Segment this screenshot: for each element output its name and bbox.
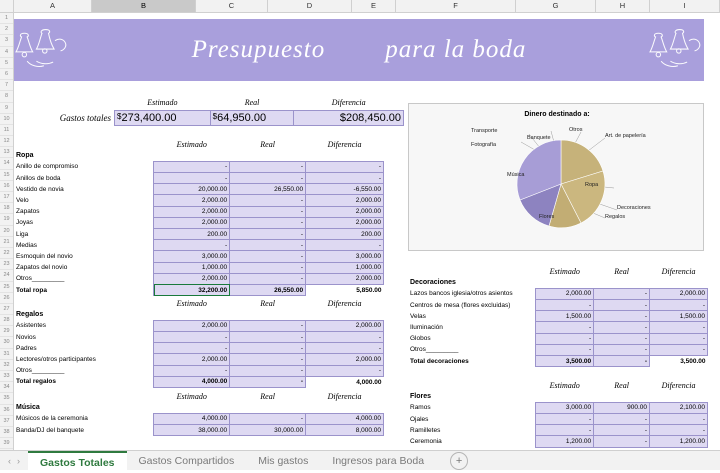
cell-diferencia[interactable]: 1,500.00	[650, 311, 708, 322]
cell-diferencia[interactable]: -	[650, 344, 708, 355]
row-header[interactable]: 27	[0, 304, 13, 315]
table-row	[14, 262, 384, 273]
totals-block	[59, 95, 404, 126]
sheet-nav-arrows[interactable]	[0, 456, 28, 466]
row-label: Ramos	[410, 404, 431, 412]
row-label: Otros_________	[410, 346, 459, 354]
column-header-d[interactable]: D	[268, 0, 352, 12]
cell-real[interactable]: -	[230, 413, 306, 424]
cell-estimado[interactable]: 20,000.00	[154, 184, 230, 195]
musica-header-row	[14, 391, 384, 402]
add-sheet-icon[interactable]: +	[450, 452, 468, 470]
row-label: Liga	[16, 230, 29, 238]
cell-real[interactable]: -	[230, 273, 306, 284]
first-sheet-icon[interactable]: ‹	[8, 455, 11, 466]
cell-real[interactable]: -	[594, 300, 650, 311]
cell-real[interactable]: 26,550.00	[230, 184, 306, 195]
cell-real[interactable]: -	[594, 344, 650, 355]
table-row	[408, 311, 708, 322]
cell-estimado[interactable]: -	[536, 322, 594, 333]
table-row	[408, 333, 708, 344]
musica-header-diferencia: Diferencia	[327, 392, 362, 402]
chart-label-transporte: Transporte	[471, 128, 498, 134]
table-row	[408, 414, 708, 425]
cell-diferencia[interactable]: 2,000.00	[306, 273, 384, 284]
cell-real[interactable]: -	[230, 332, 306, 343]
column-header-c[interactable]: C	[196, 0, 268, 12]
cell-real[interactable]: 900.00	[594, 402, 650, 413]
cell-real[interactable]: -	[230, 365, 306, 376]
row-header[interactable]: 21	[0, 237, 13, 248]
musica-section-title-row	[14, 402, 384, 413]
row-label: Velo	[16, 197, 29, 205]
row-label: Banda/DJ del banquete	[16, 426, 84, 434]
cell-diferencia[interactable]: -	[306, 343, 384, 354]
pie-chart-panel[interactable]	[408, 103, 704, 251]
row-label: Ojales	[410, 415, 429, 423]
cell-real[interactable]: -	[230, 240, 306, 251]
row-label: Lazos bancos iglesia/otros asientos	[410, 290, 513, 298]
cell-diferencia[interactable]: 2,000.00	[306, 195, 384, 206]
row-header[interactable]: 29	[0, 326, 13, 337]
sheet-tab-bar[interactable]	[0, 450, 720, 470]
cell-diferencia[interactable]: -	[306, 365, 384, 376]
last-sheet-icon[interactable]: ›	[17, 455, 20, 466]
row-label: Zapatos	[16, 208, 40, 216]
section-title-ropa: Ropa	[16, 152, 34, 160]
cell-real[interactable]: -	[230, 206, 306, 217]
cell-estimado[interactable]: 1,000.00	[154, 262, 230, 273]
tab-ingresos-para-boda[interactable]: Ingresos para Boda	[332, 454, 425, 467]
total-label: Total regalos	[16, 378, 56, 386]
flores-section-title-row	[408, 391, 708, 402]
cell-estimado[interactable]: 2,000.00	[154, 354, 230, 365]
table-row	[408, 300, 708, 311]
cell-estimado[interactable]: -	[536, 414, 594, 425]
chart-label-ropa: Ropa	[585, 182, 599, 188]
row-header[interactable]: 8	[0, 91, 13, 102]
decoraciones-section-title-row	[408, 277, 708, 288]
table-row	[14, 273, 384, 284]
cell-estimado[interactable]: -	[154, 365, 230, 376]
row-header[interactable]: 36	[0, 405, 13, 416]
totals-header-estimado: Estimado	[147, 97, 178, 107]
row-header[interactable]: 30	[0, 337, 13, 348]
table-row	[408, 344, 708, 355]
table-row	[408, 288, 708, 299]
musica-header-estimado: Estimado	[176, 392, 207, 402]
sheet-grid[interactable]	[14, 13, 720, 450]
cell-real[interactable]: -	[594, 322, 650, 333]
cell-diferencia[interactable]: 1,000.00	[306, 262, 384, 273]
table-row	[14, 332, 384, 343]
row-header[interactable]: 1	[0, 13, 13, 24]
cell-estimado[interactable]: -	[154, 173, 230, 184]
total-label: Total decoraciones	[410, 357, 469, 365]
currency-symbol: $	[212, 111, 218, 121]
total-diferencia[interactable]: 5,850.00	[356, 286, 382, 294]
table-row	[14, 251, 384, 262]
table-regalos[interactable]	[14, 298, 384, 388]
row-label: Vestido de novia	[16, 185, 64, 193]
ropa-header-estimado: Estimado	[176, 140, 207, 150]
decoraciones-header-real: Real	[614, 267, 629, 277]
cell-real[interactable]: -	[594, 333, 650, 344]
chart-label-regalos: Regalos	[605, 214, 626, 220]
totals-table	[114, 95, 404, 126]
row-label: Medias	[16, 241, 37, 249]
row-label: Otros_________	[16, 367, 65, 375]
flores-header-diferencia: Diferencia	[661, 381, 696, 391]
cell-real[interactable]: -	[230, 161, 306, 172]
row-header[interactable]: 3	[0, 35, 13, 46]
cell-real[interactable]: -	[594, 436, 650, 447]
currency-symbol: $	[117, 111, 122, 121]
column-header-f[interactable]: F	[396, 0, 516, 12]
row-label: Globos	[410, 335, 431, 343]
cell-diferencia[interactable]: 2,100.00	[650, 402, 708, 413]
section-title-decoraciones: Decoraciones	[410, 279, 456, 287]
regalos-header-estimado: Estimado	[176, 299, 207, 309]
flores-header-real: Real	[614, 381, 629, 391]
total-real[interactable]: 26,550.00	[230, 284, 306, 295]
totals-value-row	[115, 110, 404, 125]
cell-estimado[interactable]: 1,500.00	[536, 311, 594, 322]
row-header[interactable]: 24	[0, 270, 13, 281]
row-header[interactable]: 6	[0, 69, 13, 80]
decoraciones-header-estimado: Estimado	[549, 267, 580, 277]
row-label: Centros de mesa (flores excluidas)	[410, 301, 511, 309]
ropa-header-real: Real	[260, 140, 275, 150]
tab-gastos-compartidos[interactable]: Gastos Compartidos	[138, 454, 235, 467]
regalos-header-diferencia: Diferencia	[327, 299, 362, 309]
cell-estimado[interactable]: 2,000.00	[154, 273, 230, 284]
totals-diferencia-value: $208,450.00	[339, 111, 401, 124]
cell-diferencia[interactable]: -6,550.00	[306, 184, 384, 195]
table-row	[14, 206, 384, 217]
cell-estimado[interactable]: 3,000.00	[154, 251, 230, 262]
chart-label-banquete: Banquete	[527, 135, 551, 141]
row-label: Esmoquin del novio	[16, 252, 73, 260]
row-label: Zapatos del novio	[16, 264, 68, 272]
section-title-flores: Flores	[410, 393, 432, 401]
table-musica[interactable]	[14, 391, 384, 436]
row-header[interactable]: 26	[0, 293, 13, 304]
flores-header-row	[408, 380, 708, 391]
ropa-header-diferencia: Diferencia	[327, 140, 362, 150]
cell-estimado[interactable]: -	[536, 300, 594, 311]
cell-diferencia[interactable]: 3,000.00	[306, 251, 384, 262]
totals-header-real: Real	[244, 97, 260, 107]
cell-real[interactable]: -	[594, 311, 650, 322]
row-header[interactable]: 39	[0, 438, 13, 449]
cell-diferencia[interactable]: -	[306, 161, 384, 172]
chart-label-otros: Otros	[569, 127, 583, 133]
table-decoraciones[interactable]	[408, 266, 708, 367]
totals-diferencia-cell[interactable]	[294, 110, 404, 125]
cell-diferencia[interactable]: -	[650, 300, 708, 311]
row-label: Iluminación	[410, 324, 443, 332]
cell-estimado[interactable]: -	[536, 333, 594, 344]
row-header[interactable]: 34	[0, 382, 13, 393]
cell-diferencia[interactable]: 2,000.00	[306, 354, 384, 365]
cell-diferencia[interactable]: 1,200.00	[650, 436, 708, 447]
decoraciones-header-row	[408, 266, 708, 277]
cell-diferencia[interactable]: 200.00	[306, 229, 384, 240]
total-row-regalos	[14, 376, 384, 387]
select-all-corner[interactable]	[0, 0, 14, 12]
cell-diferencia[interactable]: -	[650, 414, 708, 425]
row-header[interactable]: 16	[0, 181, 13, 192]
cell-real[interactable]: -	[230, 262, 306, 273]
column-header-g[interactable]: G	[516, 0, 596, 12]
row-header[interactable]: 25	[0, 282, 13, 293]
row-header[interactable]: 35	[0, 393, 13, 404]
table-row	[14, 173, 384, 184]
table-row	[14, 184, 384, 195]
cell-estimado[interactable]: 200.00	[154, 229, 230, 240]
totals-estimado-value: 273,400.00	[121, 111, 177, 124]
row-header[interactable]: 31	[0, 349, 13, 360]
cell-real[interactable]: -	[594, 414, 650, 425]
table-row	[14, 354, 384, 365]
cell-diferencia[interactable]: -	[650, 333, 708, 344]
cell-diferencia[interactable]: 8,000.00	[306, 425, 384, 436]
cell-real[interactable]: -	[230, 251, 306, 262]
row-header[interactable]: 14	[0, 158, 13, 169]
cell-real[interactable]: -	[230, 195, 306, 206]
cell-diferencia[interactable]: -	[650, 425, 708, 436]
regalos-section-title-row	[14, 309, 384, 320]
row-header[interactable]: 13	[0, 147, 13, 158]
tab-mis-gastos[interactable]: Mis gastos	[258, 454, 309, 467]
cell-real[interactable]: -	[230, 217, 306, 228]
row-header[interactable]: 9	[0, 103, 13, 114]
row-label: Joyas	[16, 219, 33, 227]
cell-diferencia[interactable]: 2,000.00	[306, 217, 384, 228]
cell-estimado[interactable]: 2,000.00	[154, 320, 230, 331]
totals-real-value: 64,950.00	[217, 111, 267, 124]
title-banner	[14, 19, 704, 81]
cell-estimado[interactable]: 2,000.00	[154, 217, 230, 228]
cell-estimado[interactable]: 1,200.00	[536, 436, 594, 447]
cell-diferencia[interactable]: 4,000.00	[306, 413, 384, 424]
row-header[interactable]: 15	[0, 170, 13, 181]
total-real[interactable]: -	[230, 376, 306, 387]
row-header-strip	[0, 13, 14, 450]
total-estimado[interactable]: 32,200.00	[154, 284, 230, 295]
row-header[interactable]: 12	[0, 136, 13, 147]
cell-diferencia[interactable]: 2,000.00	[306, 320, 384, 331]
cell-real[interactable]: -	[594, 425, 650, 436]
chart-label-papeleria: Art. de papelería	[605, 133, 646, 139]
totals-caption: Gastos totales	[59, 113, 111, 123]
column-header-h[interactable]: H	[596, 0, 650, 12]
total-label: Total ropa	[16, 286, 47, 294]
row-header[interactable]: 4	[0, 47, 13, 58]
cell-estimado[interactable]: 2,000.00	[154, 195, 230, 206]
row-label: Velas	[410, 312, 426, 320]
cell-real[interactable]: -	[594, 288, 650, 299]
row-header[interactable]: 33	[0, 371, 13, 382]
cell-estimado[interactable]: -	[536, 425, 594, 436]
cell-estimado[interactable]: -	[154, 332, 230, 343]
row-header[interactable]: 18	[0, 203, 13, 214]
table-row	[408, 322, 708, 333]
cell-estimado[interactable]: -	[154, 240, 230, 251]
table-row	[14, 413, 384, 424]
flores-header-estimado: Estimado	[549, 381, 580, 391]
banner-title-left: Presupuesto	[191, 36, 326, 63]
row-label: Anillo de compromiso	[16, 163, 79, 171]
total-diferencia[interactable]: 3,500.00	[680, 357, 706, 365]
row-label: Músicos de la ceremonia	[16, 415, 88, 423]
regalos-header-row	[14, 298, 384, 309]
cell-real[interactable]: 30,000.00	[230, 425, 306, 436]
total-diferencia[interactable]: 4,000.00	[356, 378, 382, 386]
cell-diferencia[interactable]: -	[306, 173, 384, 184]
cell-estimado[interactable]: -	[154, 161, 230, 172]
cell-diferencia[interactable]: -	[306, 240, 384, 251]
row-label: Padres	[16, 344, 37, 352]
cell-diferencia[interactable]: -	[306, 332, 384, 343]
row-label: Novios	[16, 333, 36, 341]
cell-estimado[interactable]: 38,000.00	[154, 425, 230, 436]
row-header[interactable]: 5	[0, 58, 13, 69]
chart-label-decoraciones: Decoraciones	[617, 205, 651, 211]
cell-estimado[interactable]: 2,000.00	[536, 288, 594, 299]
row-header[interactable]: 7	[0, 80, 13, 91]
pie-chart	[409, 104, 705, 252]
cell-estimado[interactable]: -	[536, 344, 594, 355]
cell-diferencia[interactable]: 2,000.00	[306, 206, 384, 217]
table-row	[408, 436, 708, 447]
row-label: Asistentes	[16, 322, 46, 330]
table-row	[408, 425, 708, 436]
total-row-ropa	[14, 284, 384, 295]
row-header[interactable]: 37	[0, 416, 13, 427]
ropa-header-row	[14, 139, 384, 150]
row-label: Ceremonia	[410, 438, 442, 446]
section-title-regalos: Regalos	[16, 311, 44, 319]
cell-real[interactable]: -	[230, 343, 306, 354]
table-row	[14, 343, 384, 354]
total-row-decoraciones	[408, 356, 708, 367]
chart-label-fotografia: Fotografía	[471, 142, 497, 148]
chart-title: Dinero destinado a:	[524, 111, 590, 118]
row-header[interactable]: 17	[0, 192, 13, 203]
column-header-a[interactable]: A	[14, 0, 92, 12]
table-flores[interactable]	[408, 380, 708, 448]
row-label: Ramilletes	[410, 426, 441, 434]
row-header[interactable]: 23	[0, 259, 13, 270]
table-ropa[interactable]	[14, 139, 384, 296]
cell-real[interactable]: -	[230, 229, 306, 240]
column-header-b[interactable]: B	[92, 0, 196, 12]
cell-diferencia[interactable]: -	[650, 322, 708, 333]
cell-estimado[interactable]: -	[154, 343, 230, 354]
cell-estimado[interactable]: 3,000.00	[536, 402, 594, 413]
row-header[interactable]: 32	[0, 360, 13, 371]
ropa-section-title-row	[14, 150, 384, 161]
tab-gastos-totales[interactable]: Gastos Totales	[28, 451, 127, 471]
row-header[interactable]: 38	[0, 427, 13, 438]
column-header-i[interactable]: I	[650, 0, 720, 12]
total-estimado[interactable]: 3,500.00	[536, 356, 594, 367]
banner-title-right: para la boda	[385, 36, 527, 63]
table-row	[14, 365, 384, 376]
table-row	[14, 161, 384, 172]
banner-title	[70, 36, 648, 64]
row-header[interactable]: 11	[0, 125, 13, 136]
wedding-bells-icon	[14, 24, 70, 76]
totals-header-diferencia: Diferencia	[331, 97, 366, 107]
regalos-header-real: Real	[260, 299, 275, 309]
column-header-e[interactable]: E	[352, 0, 396, 12]
table-row	[14, 217, 384, 228]
section-title-musica: Música	[16, 404, 40, 412]
column-header-bar	[0, 0, 720, 13]
totals-estimado-cell[interactable]	[115, 110, 211, 125]
totals-header-row	[115, 95, 404, 110]
cell-real[interactable]: -	[230, 320, 306, 331]
row-header[interactable]: 19	[0, 214, 13, 225]
cell-estimado[interactable]: 4,000.00	[154, 413, 230, 424]
decoraciones-header-diferencia: Diferencia	[661, 267, 696, 277]
chart-label-flores: Flores	[539, 214, 555, 220]
row-header[interactable]: 10	[0, 114, 13, 125]
table-row	[14, 425, 384, 436]
table-row	[14, 229, 384, 240]
row-header[interactable]: 28	[0, 315, 13, 326]
cell-diferencia[interactable]: 2,000.00	[650, 288, 708, 299]
total-estimado[interactable]: 4,000.00	[154, 376, 230, 387]
table-row	[408, 402, 708, 413]
chart-label-musica: Música	[507, 172, 525, 178]
cell-real[interactable]: -	[230, 354, 306, 365]
totals-real-cell[interactable]	[210, 110, 294, 125]
row-label: Anillos de boda	[16, 174, 61, 182]
table-row	[14, 320, 384, 331]
table-row	[14, 195, 384, 206]
row-label: Lectores/otros participantes	[16, 356, 96, 364]
row-header[interactable]: 20	[0, 226, 13, 237]
table-row	[14, 240, 384, 251]
total-real[interactable]: -	[594, 356, 650, 367]
row-label: Otros_________	[16, 275, 65, 283]
cell-estimado[interactable]: 2,000.00	[154, 206, 230, 217]
cell-real[interactable]: -	[230, 173, 306, 184]
row-header[interactable]: 22	[0, 248, 13, 259]
musica-header-real: Real	[260, 392, 275, 402]
wedding-bells-icon	[648, 24, 704, 76]
row-header[interactable]: 2	[0, 24, 13, 35]
